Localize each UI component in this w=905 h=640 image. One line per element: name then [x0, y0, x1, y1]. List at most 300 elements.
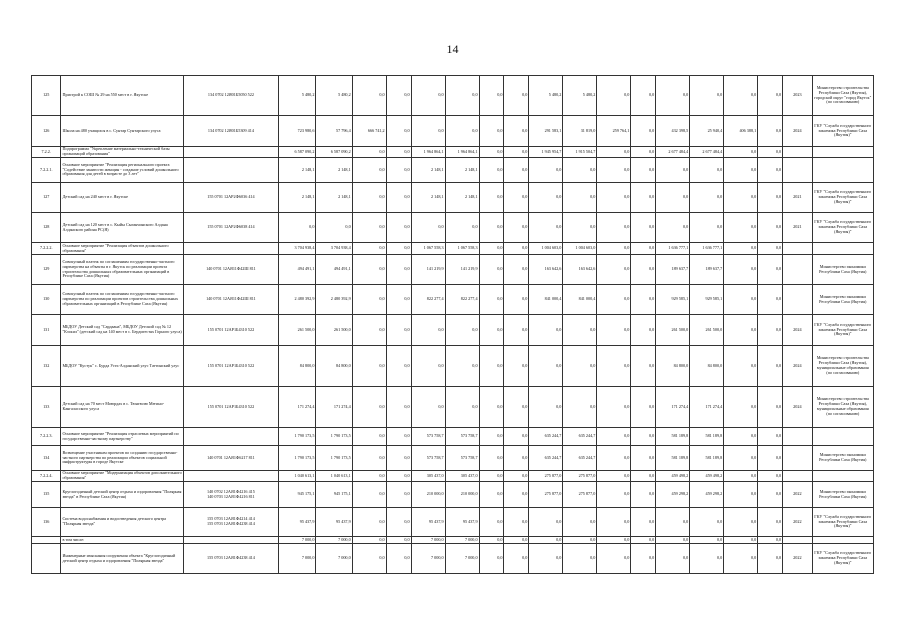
row-amount-cell: 0,0: [352, 243, 386, 255]
table-row: [32, 285, 874, 315]
row-year-cell: [783, 147, 812, 158]
row-number-cell: [32, 537, 61, 544]
row-amount-cell: 0,0: [529, 315, 563, 346]
row-amount-cell: 275 877,0: [563, 482, 597, 508]
row-executor-cell: [812, 243, 873, 255]
row-amount-cell: 210 000,0: [445, 482, 479, 508]
row-amount-cell: 0,0: [279, 213, 316, 243]
row-amount-cell: 0,0: [479, 428, 504, 446]
row-amount-cell: 0,0: [479, 482, 504, 508]
row-amount-cell: 0,0: [690, 544, 724, 574]
row-amount-cell: 0,0: [445, 346, 479, 387]
row-amount-cell: 0,0: [631, 255, 656, 285]
row-amount-cell: 0,0: [504, 446, 529, 471]
row-amount-cell: 0,0: [724, 387, 758, 428]
row-amount-cell: 5 480,2: [563, 76, 597, 116]
row-amount-cell: 0,0: [386, 76, 411, 116]
row-amount-cell: 0,0: [479, 158, 504, 183]
row-amount-cell: 0,0: [504, 183, 529, 213]
row-name-cell: в том числе:: [61, 537, 183, 544]
row-amount-cell: 581 189,8: [656, 446, 690, 471]
row-amount-cell: 57 796,4: [316, 116, 352, 147]
row-amount-cell: 0,0: [724, 428, 758, 446]
row-amount-cell: 2 148,1: [411, 158, 445, 183]
row-amount-cell: 0,0: [724, 158, 758, 183]
row-amount-cell: 635 244,7: [529, 428, 563, 446]
row-name-cell: Детский сад на 240 мест в г. Якутске: [61, 183, 183, 213]
row-number-cell: 133: [32, 387, 61, 428]
row-amount-cell: 5 480,2: [529, 76, 563, 116]
row-amount-cell: 0,0: [504, 285, 529, 315]
row-number-cell: 136: [32, 508, 61, 537]
row-amount-cell: 0,0: [352, 537, 386, 544]
row-amount-cell: 0,0: [352, 183, 386, 213]
row-amount-cell: 305 437,0: [411, 471, 445, 482]
row-amount-cell: 0,0: [597, 544, 631, 574]
row-amount-cell: 189 637,7: [656, 255, 690, 285]
row-name-cell: Основное мероприятие "Реализация регионального проекта "Содействие занятости женщин - создание условий дошкольного образования для детей в возрасте до 3 лет": [61, 158, 183, 183]
row-amount-cell: 1 964 864,1: [411, 147, 445, 158]
row-amount-cell: 929 585,1: [656, 285, 690, 315]
row-amount-cell: 0,0: [352, 147, 386, 158]
row-year-cell: [783, 255, 812, 285]
row-year-cell: [783, 158, 812, 183]
row-name-cell: Детский сад на 70 мест Моюрдах в с. Тюнгюлю Мегино-Кангаласского улуса: [61, 387, 183, 428]
row-amount-cell: 0,0: [690, 537, 724, 544]
table-row: [32, 213, 874, 243]
row-amount-cell: 635 244,7: [529, 446, 563, 471]
row-amount-cell: 261 500,0: [316, 315, 352, 346]
row-amount-cell: 0,0: [724, 537, 758, 544]
row-executor-cell: [812, 537, 873, 544]
row-amount-cell: 0,0: [597, 285, 631, 315]
row-amount-cell: 0,0: [758, 471, 783, 482]
row-kbk-cell: [183, 537, 278, 544]
table-row: [32, 255, 874, 285]
row-name-cell: Пристрой к СОШ № 29 на 550 мест в г. Якутске: [61, 76, 183, 116]
row-amount-cell: 2 148,1: [411, 183, 445, 213]
row-amount-cell: 0,0: [724, 255, 758, 285]
row-amount-cell: 0,0: [411, 76, 445, 116]
table-row: [32, 315, 874, 346]
row-amount-cell: 1 636 777,1: [690, 243, 724, 255]
row-amount-cell: 0,0: [563, 315, 597, 346]
row-kbk-cell: 155 0701 12АР1Б4310 522: [183, 346, 278, 387]
row-amount-cell: 0,0: [631, 147, 656, 158]
row-amount-cell: 494 491,1: [279, 255, 316, 285]
row-year-cell: 2024: [783, 346, 812, 387]
row-number-cell: [32, 544, 61, 574]
row-amount-cell: 2 480 392,9: [279, 285, 316, 315]
row-executor-cell: Министерство строительства Республики Саха (Якутия), городской округ "город Якутск" (по согласованию): [812, 76, 873, 116]
row-amount-cell: 1 004 603,0: [563, 243, 597, 255]
row-amount-cell: 581 189,8: [656, 428, 690, 446]
row-amount-cell: 0,0: [504, 387, 529, 428]
row-amount-cell: 0,0: [597, 315, 631, 346]
row-amount-cell: 6 587 090,2: [279, 147, 316, 158]
row-amount-cell: 0,0: [758, 446, 783, 471]
row-name-cell: Совокупный платеж по соглашениям государственно-частного партнерства на объекты в г. Якутск по реализации проекта строительства дошкольных образовательных организаций в Республике Саха (Якутия): [61, 255, 183, 285]
table-row: [32, 544, 874, 574]
row-amount-cell: 666 741,2: [352, 116, 386, 147]
row-amount-cell: 0,0: [386, 243, 411, 255]
row-amount-cell: 0,0: [386, 471, 411, 482]
row-amount-cell: 0,0: [563, 537, 597, 544]
row-number-cell: 134: [32, 446, 61, 471]
row-amount-cell: 0,0: [597, 346, 631, 387]
row-amount-cell: 0,0: [352, 544, 386, 574]
row-amount-cell: 0,0: [758, 544, 783, 574]
row-amount-cell: 0,0: [758, 76, 783, 116]
row-amount-cell: 0,0: [386, 158, 411, 183]
row-number-cell: 130: [32, 285, 61, 315]
row-amount-cell: 459 298,2: [656, 482, 690, 508]
row-amount-cell: 406 388,1: [724, 116, 758, 147]
row-executor-cell: Министерство экономики Республики Саха (Якутия): [812, 255, 873, 285]
row-amount-cell: 84 800,0: [316, 346, 352, 387]
row-name-cell: МБДОУ Детский сад "Сардаана", МБДОУ Детский сад № 12 "Кэскил" (детский сад на 140 мест в с. Бердигестях Горного улуса): [61, 315, 183, 346]
row-amount-cell: 0,0: [724, 183, 758, 213]
row-amount-cell: 459 498,2: [656, 471, 690, 482]
row-amount-cell: 0,0: [352, 315, 386, 346]
row-amount-cell: 0,0: [631, 537, 656, 544]
row-amount-cell: 0,0: [479, 537, 504, 544]
row-amount-cell: 0,0: [411, 346, 445, 387]
row-amount-cell: 0,0: [656, 76, 690, 116]
row-number-cell: 7.2.2.: [32, 147, 61, 158]
row-amount-cell: 0,0: [563, 508, 597, 537]
row-amount-cell: 0,0: [758, 387, 783, 428]
row-number-cell: 132: [32, 346, 61, 387]
row-amount-cell: 0,0: [479, 446, 504, 471]
row-kbk-cell: 140 0702 12АЯ1Ф4216 415 140 0703 12АЯ1Ф4216 811: [183, 482, 278, 508]
row-year-cell: 2022: [783, 544, 812, 574]
row-amount-cell: 7 000,0: [445, 537, 479, 544]
row-amount-cell: 1 790 173,5: [316, 428, 352, 446]
row-kbk-cell: 140 0701 12АЯ11Ф42Ш 811: [183, 285, 278, 315]
row-amount-cell: 0,0: [631, 482, 656, 508]
row-amount-cell: 0,0: [386, 183, 411, 213]
row-amount-cell: 95 437,9: [279, 508, 316, 537]
row-name-cell: Возмещение участникам проектов по созданию государственно-частного партнерства по реализации объектов социальной инфраструктуры в городе Якутске: [61, 446, 183, 471]
row-year-cell: 2024: [783, 315, 812, 346]
row-amount-cell: 0,0: [758, 537, 783, 544]
row-amount-cell: 84 800,0: [279, 346, 316, 387]
row-amount-cell: 0,0: [563, 346, 597, 387]
row-kbk-cell: 155 0701 12АР2Ф6036 414: [183, 183, 278, 213]
row-executor-cell: [812, 158, 873, 183]
row-amount-cell: 0,0: [597, 183, 631, 213]
row-amount-cell: 31 819,0: [563, 116, 597, 147]
row-name-cell: Система водоснабжения и водоотведения детского центра "Полярная звезда": [61, 508, 183, 537]
table-row: [32, 76, 874, 116]
row-amount-cell: 0,0: [504, 243, 529, 255]
row-year-cell: [783, 446, 812, 471]
row-amount-cell: 2 677 484,4: [690, 147, 724, 158]
row-amount-cell: 0,0: [758, 346, 783, 387]
page-number: 14: [446, 42, 459, 56]
row-executor-cell: Министерство строительства Республики Саха (Якутия), муниципальные образования (по согласованию): [812, 387, 873, 428]
row-amount-cell: 945 175,1: [279, 482, 316, 508]
row-amount-cell: 0,0: [631, 315, 656, 346]
row-amount-cell: 84 800,0: [656, 346, 690, 387]
row-amount-cell: 0,0: [479, 116, 504, 147]
row-amount-cell: 0,0: [529, 537, 563, 544]
row-amount-cell: 0,0: [563, 213, 597, 243]
row-amount-cell: 0,0: [316, 213, 352, 243]
row-amount-cell: 0,0: [758, 213, 783, 243]
row-amount-cell: 0,0: [631, 213, 656, 243]
row-amount-cell: 0,0: [479, 147, 504, 158]
row-amount-cell: 259 764,1: [597, 116, 631, 147]
row-amount-cell: 0,0: [352, 285, 386, 315]
row-amount-cell: 261 500,0: [656, 315, 690, 346]
table-row: [32, 428, 874, 446]
row-amount-cell: 5 480,2: [279, 76, 316, 116]
row-amount-cell: 0,0: [479, 213, 504, 243]
row-amount-cell: 0,0: [758, 315, 783, 346]
row-name-cell: Совокупный платеж по соглашениям государственно-частного партнерства по реализации проектов строительства дошкольных образовательных организаций в Республике Саха (Якутия): [61, 285, 183, 315]
row-amount-cell: 0,0: [758, 243, 783, 255]
row-executor-cell: Министерство экономики Республики Саха (Якутия): [812, 446, 873, 471]
row-amount-cell: 2 148,1: [445, 158, 479, 183]
row-amount-cell: 275 877,0: [529, 482, 563, 508]
row-amount-cell: 0,0: [386, 285, 411, 315]
row-amount-cell: 0,0: [504, 508, 529, 537]
row-amount-cell: 0,0: [724, 243, 758, 255]
row-executor-cell: Министерство экономики Республики Саха (Якутия): [812, 285, 873, 315]
row-amount-cell: 1 040 613,1: [279, 471, 316, 482]
row-amount-cell: 1 915 504,7: [563, 147, 597, 158]
row-amount-cell: 0,0: [479, 243, 504, 255]
row-amount-cell: 0,0: [597, 255, 631, 285]
row-amount-cell: 0,0: [690, 158, 724, 183]
row-number-cell: 131: [32, 315, 61, 346]
row-amount-cell: 0,0: [479, 387, 504, 428]
row-year-cell: 2021: [783, 213, 812, 243]
row-amount-cell: 0,0: [504, 76, 529, 116]
row-amount-cell: 0,0: [352, 508, 386, 537]
row-amount-cell: 6 587 090,2: [316, 147, 352, 158]
row-executor-cell: [812, 471, 873, 482]
table-row: [32, 446, 874, 471]
row-amount-cell: 0,0: [690, 183, 724, 213]
row-amount-cell: 0,0: [597, 537, 631, 544]
row-number-cell: 128: [32, 213, 61, 243]
row-amount-cell: 0,0: [352, 213, 386, 243]
row-executor-cell: Министерство экономики Республики Саха (Якутия): [812, 482, 873, 508]
row-executor-cell: [812, 147, 873, 158]
row-amount-cell: 2 148,1: [279, 183, 316, 213]
row-amount-cell: 0,0: [656, 508, 690, 537]
row-amount-cell: 0,0: [529, 183, 563, 213]
row-amount-cell: 7 000,0: [445, 544, 479, 574]
row-amount-cell: 0,0: [504, 147, 529, 158]
row-executor-cell: [812, 428, 873, 446]
row-amount-cell: 0,0: [352, 158, 386, 183]
row-amount-cell: 0,0: [656, 183, 690, 213]
row-name-cell: Детский сад на 120 мест в с. Кыйы Сыганчинского Алдана Алданского района РС(Я): [61, 213, 183, 243]
row-amount-cell: 0,0: [386, 315, 411, 346]
table-row: [32, 346, 874, 387]
row-amount-cell: 0,0: [758, 428, 783, 446]
row-year-cell: [783, 285, 812, 315]
row-amount-cell: 171 274,4: [656, 387, 690, 428]
row-executor-cell: ГКУ "Служба государственного заказчика Республики Саха (Якутия)": [812, 315, 873, 346]
row-amount-cell: 0,0: [504, 537, 529, 544]
row-amount-cell: 291 583,1: [529, 116, 563, 147]
row-amount-cell: 0,0: [504, 255, 529, 285]
row-amount-cell: 0,0: [529, 158, 563, 183]
row-amount-cell: 0,0: [529, 387, 563, 428]
row-amount-cell: 0,0: [724, 482, 758, 508]
row-number-cell: 7.2.2.2.: [32, 243, 61, 255]
row-amount-cell: 0,0: [597, 147, 631, 158]
row-amount-cell: 0,0: [504, 213, 529, 243]
row-kbk-cell: 134 0702 12Я01Б5309 414: [183, 116, 278, 147]
row-amount-cell: 189 637,7: [690, 255, 724, 285]
row-amount-cell: 0,0: [504, 471, 529, 482]
row-amount-cell: 305 437,0: [445, 471, 479, 482]
row-year-cell: [783, 428, 812, 446]
row-executor-cell: Министерство строительства Республики Саха (Якутия), муниципальные образования (по согласованию): [812, 346, 873, 387]
row-amount-cell: 0,0: [631, 346, 656, 387]
row-number-cell: 126: [32, 116, 61, 147]
row-amount-cell: 0,0: [724, 446, 758, 471]
row-amount-cell: 0,0: [656, 213, 690, 243]
table-row: [32, 147, 874, 158]
row-name-cell: Инженерные изыскания сооружения объекта "Круглогодичный детский центр отдыха и оздоровления "Полярная звезда": [61, 544, 183, 574]
row-amount-cell: 0,0: [479, 285, 504, 315]
row-amount-cell: 0,0: [352, 255, 386, 285]
row-amount-cell: 635 244,7: [563, 446, 597, 471]
row-amount-cell: 0,0: [479, 255, 504, 285]
row-amount-cell: 1 790 173,5: [279, 428, 316, 446]
row-amount-cell: 0,0: [352, 346, 386, 387]
row-amount-cell: 0,0: [386, 482, 411, 508]
row-amount-cell: 0,0: [724, 346, 758, 387]
row-amount-cell: 0,0: [479, 183, 504, 213]
row-amount-cell: 0,0: [724, 76, 758, 116]
row-amount-cell: 0,0: [445, 76, 479, 116]
row-year-cell: [783, 471, 812, 482]
row-amount-cell: 1 790 173,5: [279, 446, 316, 471]
row-amount-cell: 0,0: [386, 544, 411, 574]
row-amount-cell: 0,0: [386, 387, 411, 428]
row-amount-cell: 0,0: [656, 544, 690, 574]
row-amount-cell: 0,0: [631, 243, 656, 255]
row-amount-cell: 95 437,9: [411, 508, 445, 537]
row-amount-cell: 0,0: [724, 508, 758, 537]
row-amount-cell: 1 964 864,1: [445, 147, 479, 158]
row-amount-cell: 0,0: [352, 482, 386, 508]
row-amount-cell: 0,0: [631, 183, 656, 213]
row-amount-cell: 0,0: [597, 471, 631, 482]
row-amount-cell: 1 004 603,0: [529, 243, 563, 255]
row-amount-cell: 0,0: [758, 147, 783, 158]
row-amount-cell: 0,0: [411, 387, 445, 428]
row-amount-cell: 95 437,9: [445, 508, 479, 537]
row-amount-cell: 1 067 558,3: [445, 243, 479, 255]
row-number-cell: 127: [32, 183, 61, 213]
row-amount-cell: 0,0: [529, 544, 563, 574]
row-amount-cell: 1 636 777,1: [656, 243, 690, 255]
row-year-cell: 2022: [783, 482, 812, 508]
row-amount-cell: 459 298,2: [690, 482, 724, 508]
row-name-cell: МБДОУ "Кустук" с. Бурда Усть-Алданский улус Таттинский улус: [61, 346, 183, 387]
row-amount-cell: 0,0: [758, 508, 783, 537]
row-amount-cell: 841 000,4: [563, 285, 597, 315]
row-amount-cell: 0,0: [631, 285, 656, 315]
row-amount-cell: 0,0: [386, 508, 411, 537]
row-amount-cell: 945 175,1: [316, 482, 352, 508]
row-amount-cell: 2 677 484,4: [656, 147, 690, 158]
row-name-cell: Школа на 480 учащихся в с. Сунтар Сунтарского улуса: [61, 116, 183, 147]
row-amount-cell: 0,0: [563, 158, 597, 183]
row-amount-cell: 0,0: [724, 213, 758, 243]
row-amount-cell: 0,0: [479, 471, 504, 482]
row-amount-cell: 0,0: [352, 76, 386, 116]
row-amount-cell: 0,0: [597, 158, 631, 183]
row-amount-cell: 7 000,0: [411, 544, 445, 574]
row-amount-cell: 141 219,9: [411, 255, 445, 285]
row-amount-cell: 7 000,0: [316, 544, 352, 574]
row-amount-cell: 0,0: [656, 537, 690, 544]
row-amount-cell: 0,0: [479, 544, 504, 574]
row-name-cell: Основное мероприятие "Модернизация объектов дополнительного образования": [62, 470, 182, 480]
row-amount-cell: 0,0: [386, 213, 411, 243]
row-amount-cell: 0,0: [758, 482, 783, 508]
row-amount-cell: 0,0: [386, 428, 411, 446]
row-amount-cell: 5 480,2: [316, 76, 352, 116]
row-amount-cell: 822 277,4: [445, 285, 479, 315]
row-amount-cell: 0,0: [631, 387, 656, 428]
row-executor-cell: ГКУ "Служба государственного заказчика Республики Саха (Якутия)": [812, 508, 873, 537]
row-amount-cell: 0,0: [529, 213, 563, 243]
row-amount-cell: 0,0: [504, 428, 529, 446]
row-amount-cell: 0,0: [690, 508, 724, 537]
row-amount-cell: 163 642,6: [529, 255, 563, 285]
row-amount-cell: 1 790 173,5: [316, 446, 352, 471]
row-amount-cell: 3 704 938,4: [316, 243, 352, 255]
row-amount-cell: 494 491,1: [316, 255, 352, 285]
row-kbk-cell: 155 0703 12АЯ1Ф4214 414 155 0703 12АЯ1Ф4238 414: [183, 508, 278, 537]
row-amount-cell: 1 945 954,7: [529, 147, 563, 158]
row-amount-cell: 0,0: [758, 285, 783, 315]
row-amount-cell: 0,0: [529, 508, 563, 537]
row-amount-cell: 0,0: [504, 346, 529, 387]
row-amount-cell: 573 758,7: [445, 428, 479, 446]
row-amount-cell: 0,0: [411, 213, 445, 243]
row-amount-cell: 822 277,4: [411, 285, 445, 315]
row-year-cell: [783, 537, 812, 544]
row-amount-cell: 7 000,0: [279, 537, 316, 544]
row-amount-cell: 1 067 558,3: [411, 243, 445, 255]
table-row: [32, 471, 874, 482]
row-amount-cell: 0,0: [352, 428, 386, 446]
row-kbk-cell: 140 0701 12АЯ1Ф6217 811: [183, 446, 278, 471]
row-amount-cell: 7 000,0: [316, 537, 352, 544]
row-amount-cell: 573 758,7: [445, 446, 479, 471]
row-amount-cell: 0,0: [411, 315, 445, 346]
row-executor-cell: ГКУ "Служба государственного заказчика Республики Саха (Якутия)": [812, 544, 873, 574]
row-kbk-cell: 155 0703 12АЯ1Ф4238 414: [183, 544, 278, 574]
table-row: [32, 116, 874, 147]
row-amount-cell: 0,0: [724, 147, 758, 158]
row-amount-cell: 0,0: [529, 346, 563, 387]
row-amount-cell: 0,0: [656, 158, 690, 183]
row-amount-cell: 0,0: [563, 387, 597, 428]
